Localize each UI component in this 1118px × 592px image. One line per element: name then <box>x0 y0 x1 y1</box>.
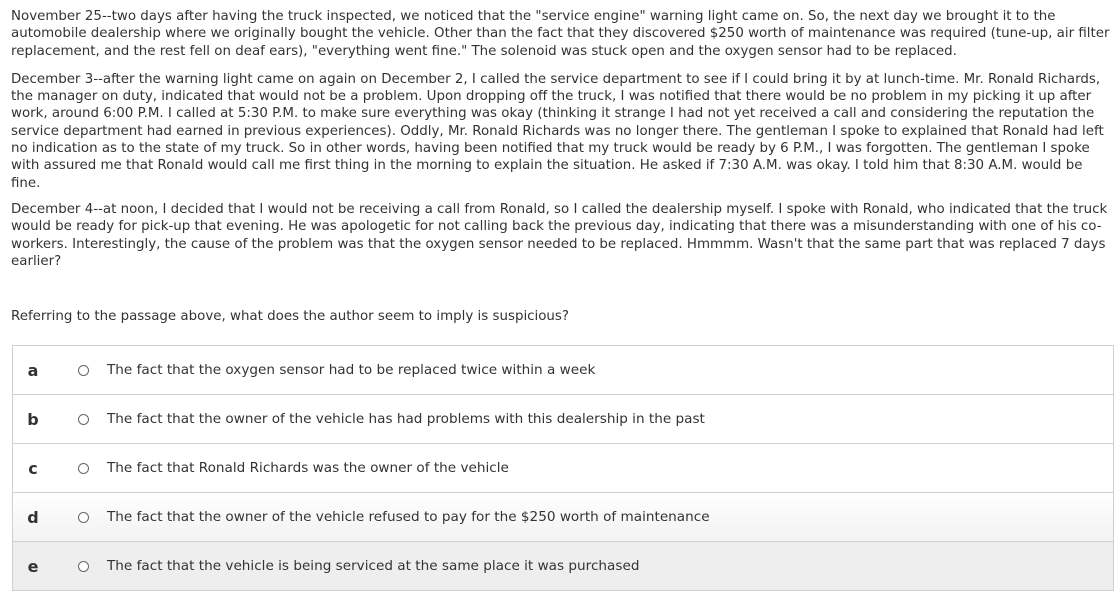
option-c[interactable] <box>12 444 1114 493</box>
question-prompt: Referring to the passage above, what does the author seem to imply is suspicious? <box>11 309 570 324</box>
radio-button-icon[interactable] <box>78 414 89 425</box>
answer-options <box>12 345 1114 591</box>
option-text: The fact that Ronald Richards was the owner of the vehicle <box>107 460 509 476</box>
option-letter: d <box>27 507 39 527</box>
option-letter: e <box>27 556 39 576</box>
radio-button-icon[interactable] <box>78 512 89 523</box>
passage-paragraph-1: November 25--two days after having the truck inspected, we noticed that the "service engine" warning light came on. So, the next day we brought it to the automobile dealership where we originally bought the vehicle. Other than the fact that they discovered $250 worth of maintenance was required (tune-up, air filter replacement, and the rest fell on deaf ears), "everything went fine." The solenoid was stuck open and the oxygen sensor had to be replaced. <box>11 9 1110 59</box>
option-letter: c <box>28 458 38 478</box>
option-b[interactable] <box>12 395 1114 444</box>
option-text: The fact that the vehicle is being serviced at the same place it was purchased <box>107 558 640 574</box>
radio-button-icon[interactable] <box>78 463 89 474</box>
passage-paragraph-3: December 4--at noon, I decided that I would not be receiving a call from Ronald, so I called the dealership myself. I spoke with Ronald, who indicated that the truck would be ready for pick-up that evening. He was apologetic for not calling back the previous day, indicating that there was a misunderstanding with one of his co-workers. Interestingly, the cause of the problem was that the oxygen sensor needed to be replaced. Hmmmm. Wasn't that the same part that was replaced 7 days earlier? <box>11 201 1108 269</box>
passage-paragraph-2: December 3--after the warning light came on again on December 2, I called the service department to see if I could bring it by at lunch-time. Mr. Ronald Richards, the manager on duty, indicated that would not be a problem. Upon dropping off the truck, I was notified that there would be no problem in my picking it up after work, around 6:00 P.M. I called at 5:30 P.M. to make sure everything was okay (thinking it strange I had not yet received a call and considering the reputation the service department had earned in previous experiences). Oddly, Mr. Ronald Richards was no longer there. The gentleman I spoke to explained that Ronald had left no indication as to the state of my truck. So in other words, having been notified that my truck would be ready by 6 P.M., I was forgotten. The gentleman I spoke with assured me that Ronald would call me first thing in the morning to explain the situation. He asked if 7:30 A.M. was okay. I told him that 8:30 A.M. would be fine. <box>11 71 1104 191</box>
option-text: The fact that the oxygen sensor had to be replaced twice within a week <box>107 362 596 378</box>
option-e[interactable] <box>12 542 1114 591</box>
option-letter: a <box>27 360 39 380</box>
option-d[interactable] <box>12 493 1114 542</box>
option-letter: b <box>27 409 39 429</box>
radio-button-icon[interactable] <box>78 365 89 376</box>
radio-button-icon[interactable] <box>78 561 89 572</box>
option-a[interactable] <box>12 346 1114 395</box>
reading-passage <box>11 8 1111 281</box>
option-text: The fact that the owner of the vehicle has had problems with this dealership in the past <box>107 411 705 427</box>
option-text: The fact that the owner of the vehicle refused to pay for the $250 worth of maintenance <box>107 509 710 525</box>
